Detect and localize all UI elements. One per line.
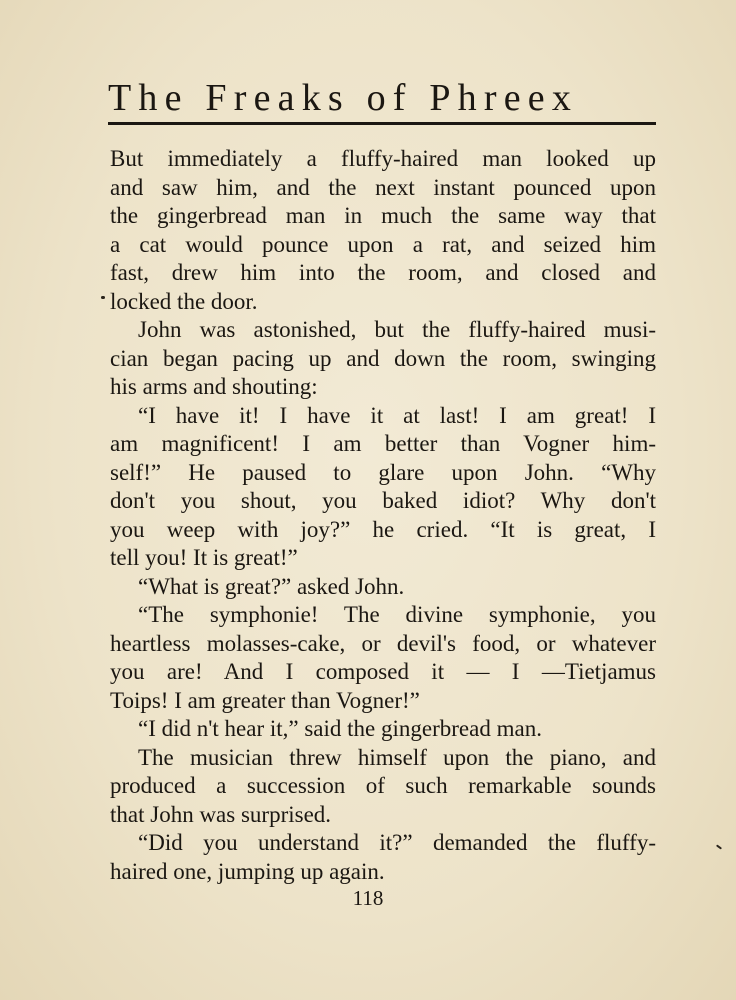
text-line: and saw him, and the next instant pounced upon (110, 174, 656, 200)
text-line: don't you shout, you baked idiot? Why don't (110, 488, 656, 513)
text-line: you are! And I composed it — I —Tietjamus (110, 659, 656, 684)
text-line: Toips! I am greater than Vogner!” (110, 687, 420, 713)
head-rule (108, 122, 656, 125)
text-line: that John was surprised. (110, 801, 332, 827)
body-text (110, 145, 656, 886)
text-line: “The symphonie! The divine symphonie, you (138, 602, 656, 627)
ink-speck (716, 844, 722, 849)
text-line: cian began pacing up and down the room, swinging (110, 345, 656, 371)
ink-speck (101, 296, 105, 299)
running-head: The Freaks of Phreex (108, 77, 579, 119)
text-line: you weep with joy?” he cried. “It is great, I (110, 516, 656, 542)
page-number: 118 (352, 886, 384, 910)
text-line: heartless molasses-cake, or devil's food, or whatever (110, 630, 656, 656)
text-line: his arms and shouting: (110, 374, 318, 399)
text-line: produced a succession of such remarkable sounds (110, 773, 656, 798)
text-line: a cat would pounce upon a rat, and seized him (110, 231, 656, 257)
text-line: “I did n't hear it,” said the gingerbread man. (138, 716, 542, 741)
text-line: the gingerbread man in much the same way that (110, 203, 656, 228)
text-line: “What is great?” asked John. (138, 573, 405, 599)
text-line: tell you! It is great!” (110, 545, 298, 570)
text-line: fast, drew him into the room, and closed and (110, 260, 656, 285)
text-line: haired one, jumping up again. (110, 858, 385, 884)
text-line: locked the door. (110, 288, 258, 314)
text-line: self!” He paused to glare upon John. “Why (110, 459, 656, 485)
text-line: am magnificent! I am better than Vogner him- (110, 431, 656, 456)
text-line: John was astonished, but the fluffy-haired musi- (138, 317, 656, 342)
text-line: “I have it! I have it at last! I am great! I (138, 402, 656, 428)
text-line: But immediately a fluffy-haired man looked up (110, 146, 656, 171)
text-line: “Did you understand it?” demanded the fluffy- (138, 830, 656, 855)
text-line: The musician threw himself upon the piano, and (138, 744, 656, 770)
